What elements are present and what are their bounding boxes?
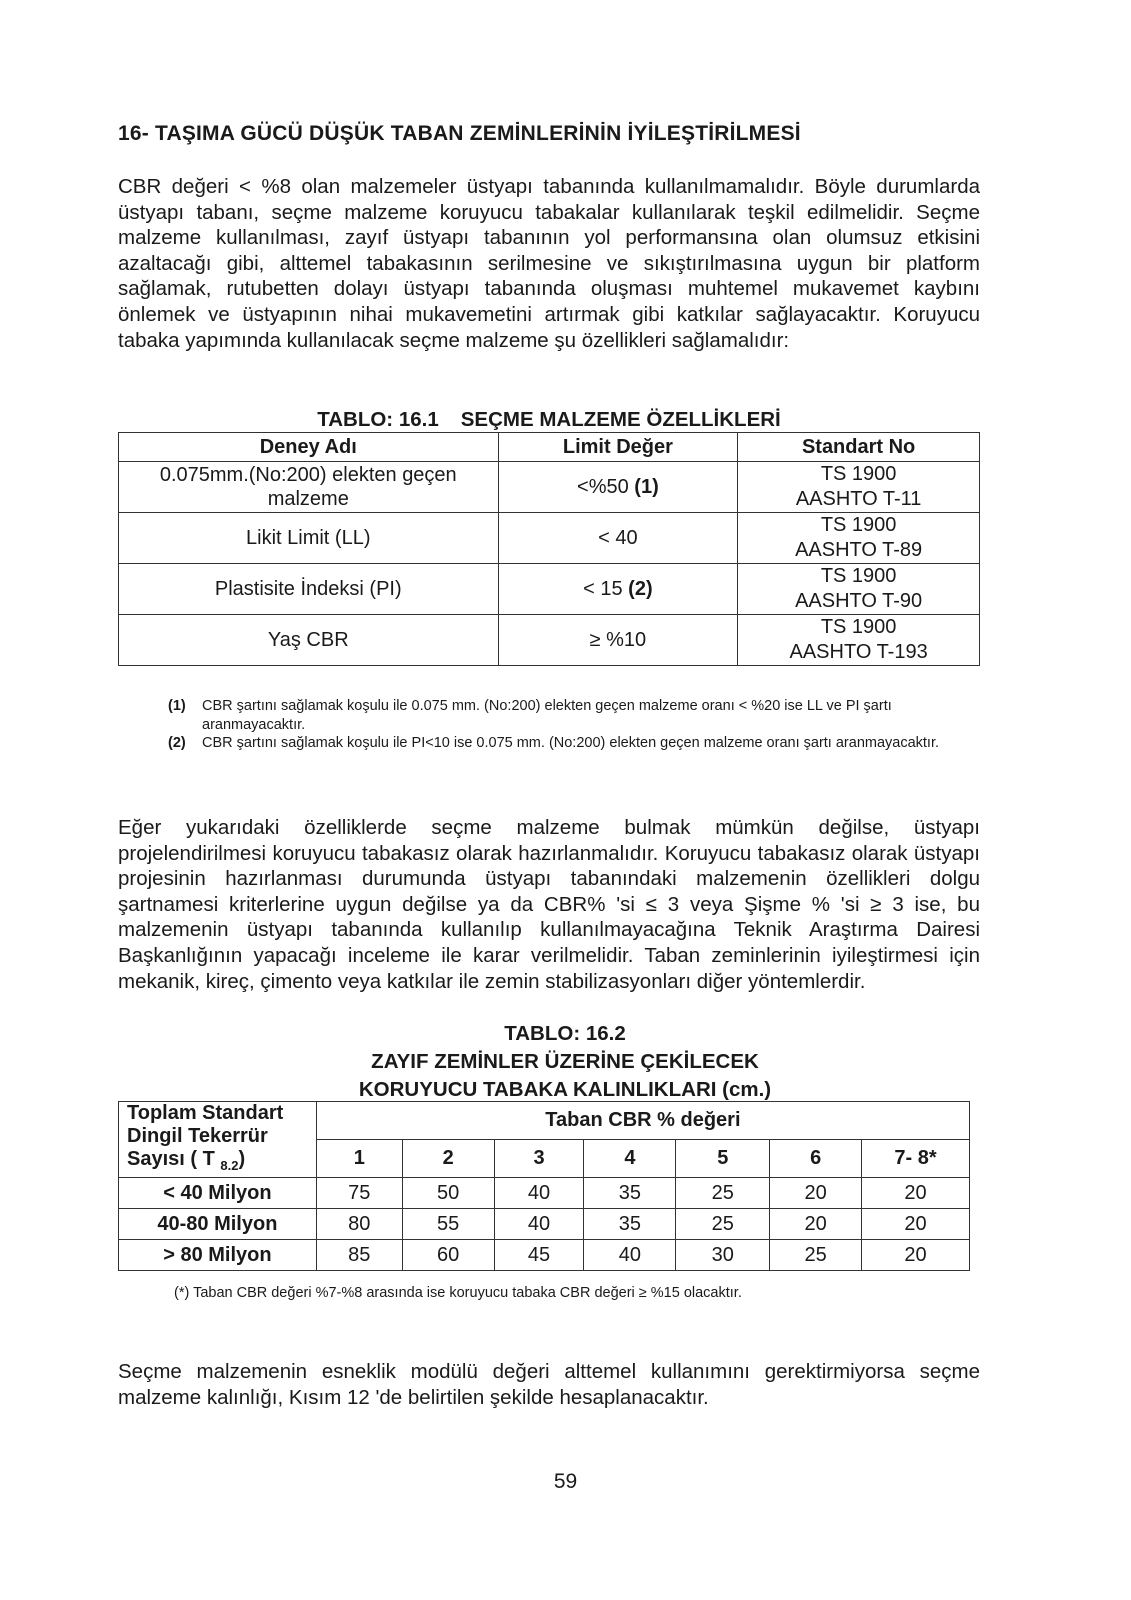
paragraph-alternatives: Eğer yukarıdaki özelliklerde seçme malzeme bulmak mümkün değilse, üstyapı projelendirilmesi koruyucu tabakasız olarak hazırlanmalıdır. Koruyucu tabakasız olarak üstyapı projesinin hazırlanması durumunda üstyapı tabanındaki malzemenin özellikleri dolgu şartnamesi kriterlerine uygun değilse ya da CBR% 'si ≤ 3 veya Şişme % 'si ≥ 3 ise, bu malzemenin üstyapı tabanında kullanılıp kullanılmayacağına Teknik Araştırma Dairesi Başkanlığının yapacağı inceleme ile karar verilmelidir. Taban zeminlerinin iyileştirmesi için mekanik, kireç, çimento veya katkılar ile zemin stabilizasyonları diğer yöntemlerdir.: [118, 816, 980, 993]
cell: 25: [770, 1240, 862, 1271]
cbr-column-header: 5: [676, 1140, 770, 1178]
cell: 85: [316, 1240, 402, 1271]
axle-load-header: Toplam Standart Dingil Tekerrür Sayısı ( T $_{8.2}$): [119, 1102, 317, 1178]
table-2-title: [320, 1020, 810, 1104]
test-name: Yaş CBR: [119, 615, 499, 666]
table-row: [119, 1209, 970, 1240]
column-header: Limit Değer: [498, 433, 738, 462]
cbr-group-header: Taban CBR % değeri: [316, 1102, 969, 1140]
table-row: [119, 462, 980, 513]
footnote-marker: (2): [168, 735, 186, 751]
footnote: [168, 734, 968, 753]
cell: 60: [402, 1240, 494, 1271]
limit-value: <%50 (1): [498, 462, 738, 513]
cell: 30: [676, 1240, 770, 1271]
footnote-marker: (1): [168, 698, 186, 714]
table-protective-layer-thickness: [118, 1101, 970, 1271]
cell: 20: [862, 1209, 970, 1240]
cell: 25: [676, 1178, 770, 1209]
column-header: Deney Adı: [119, 433, 499, 462]
standard-no: TS 1900 AASHTO T-193: [738, 615, 980, 666]
table-row: [119, 1178, 970, 1209]
page-number: 59: [553, 1470, 578, 1493]
cell: 20: [862, 1240, 970, 1271]
table-2-caption-line-2: KORUYUCU TABAKA KALINLIKLARI (cm.): [358, 1078, 772, 1101]
cell: 20: [862, 1178, 970, 1209]
table-row: [119, 1240, 970, 1271]
table-row: [119, 564, 980, 615]
cell: 40: [584, 1240, 676, 1271]
cell: 55: [402, 1209, 494, 1240]
table-2-caption-line-1: ZAYIF ZEMİNLER ÜZERİNE ÇEKİLECEK: [371, 1050, 759, 1073]
limit-value: < 15 (2): [498, 564, 738, 615]
paragraph-elastic-modulus: Seçme malzemenin esneklik modülü değeri alttemel kullanımını gerektirmiyorsa seçme malzeme kalınlığı, Kısım 12 'de belirtilen şekilde hesaplanacaktır.: [118, 1360, 980, 1409]
footnote: [168, 697, 968, 734]
cbr-column-header: 6: [770, 1140, 862, 1178]
cbr-column-header: 4: [584, 1140, 676, 1178]
row-label: > 80 Milyon: [119, 1240, 317, 1271]
standard-no: TS 1900 AASHTO T-90: [738, 564, 980, 615]
section-heading: 16- TAŞIMA GÜCÜ DÜŞÜK TABAN ZEMİNLERİNİN İYİLEŞTİRİLMESİ: [118, 122, 801, 145]
row-label: < 40 Milyon: [119, 1178, 317, 1209]
footnote-text: CBR şartını sağlamak koşulu ile 0.075 mm. (No:200) elekten geçen malzeme oranı < %20 ise LL ve PI şartı aranmayacaktır.: [202, 698, 892, 733]
limit-value: < 40: [498, 513, 738, 564]
paragraph-intro: CBR değeri < %8 olan malzemeler üstyapı tabanında kullanılmamalıdır. Böyle durumlarda üstyapı tabanı, seçme malzeme koruyucu tabakalar kullanılarak teşkil edilmelidir. Seçme malzeme kullanılması, zayıf üstyapı tabanının yol performansına olan olumsuz etkisini azaltacağı gibi, alttemel tabakasının serilmesine ve sıkıştırılmasına uygun bir platform sağlamak, rutubetten dolayı üstyapı tabanında oluşması muhtemel mukavemet kaybını önlemek ve üstyapının nihai mukavemetini artırmak gibi katkılar sağlayacaktır. Koruyucu tabaka yapımında kullanılacak seçme malzeme şu özellikleri sağlamalıdır:: [118, 175, 980, 352]
limit-note-marker: (1): [634, 476, 659, 498]
cell: 20: [770, 1209, 862, 1240]
standard-no: TS 1900 AASHTO T-89: [738, 513, 980, 564]
cell: 20: [770, 1178, 862, 1209]
cell: 50: [402, 1178, 494, 1209]
table-1-footnotes: [168, 697, 968, 753]
limit-note-marker: (2): [628, 578, 653, 600]
row-label: 40-80 Milyon: [119, 1209, 317, 1240]
test-name: Likit Limit (LL): [119, 513, 499, 564]
cell: 45: [494, 1240, 584, 1271]
table-1-label: TABLO: 16.1: [317, 408, 439, 431]
table-2-label: TABLO: 16.2: [504, 1022, 626, 1045]
table-1-title: [118, 408, 980, 432]
cell: 35: [584, 1178, 676, 1209]
cbr-column-header: 1: [316, 1140, 402, 1178]
test-name: Plastisite İndeksi (PI): [119, 564, 499, 615]
cell: 35: [584, 1209, 676, 1240]
footnote-text: CBR şartını sağlamak koşulu ile PI<10 ise 0.075 mm. (No:200) elekten geçen malzeme oranı şartı aranmayacaktır.: [202, 735, 940, 751]
standard-no: TS 1900 AASHTO T-11: [738, 462, 980, 513]
table-selection-material-properties: [118, 432, 980, 666]
cbr-column-header: 2: [402, 1140, 494, 1178]
table-2-footnote: (*) Taban CBR değeri %7-%8 arasında ise koruyucu tabaka CBR değeri ≥ %15 olacaktır.: [174, 1285, 742, 1301]
cbr-column-header: 7- 8*: [862, 1140, 970, 1178]
table-row: [119, 615, 980, 666]
cell: 40: [494, 1209, 584, 1240]
limit-value: ≥ %10: [498, 615, 738, 666]
table-header-row: [119, 433, 980, 462]
table-1-caption: SEÇME MALZEME ÖZELLİKLERİ: [460, 408, 781, 431]
test-name: 0.075mm.(No:200) elekten geçen malzeme: [119, 462, 499, 513]
cell: 40: [494, 1178, 584, 1209]
cell: 80: [316, 1209, 402, 1240]
table-row: [119, 513, 980, 564]
column-header: Standart No: [738, 433, 980, 462]
cell: 75: [316, 1178, 402, 1209]
cell: 25: [676, 1209, 770, 1240]
cbr-column-header: 3: [494, 1140, 584, 1178]
